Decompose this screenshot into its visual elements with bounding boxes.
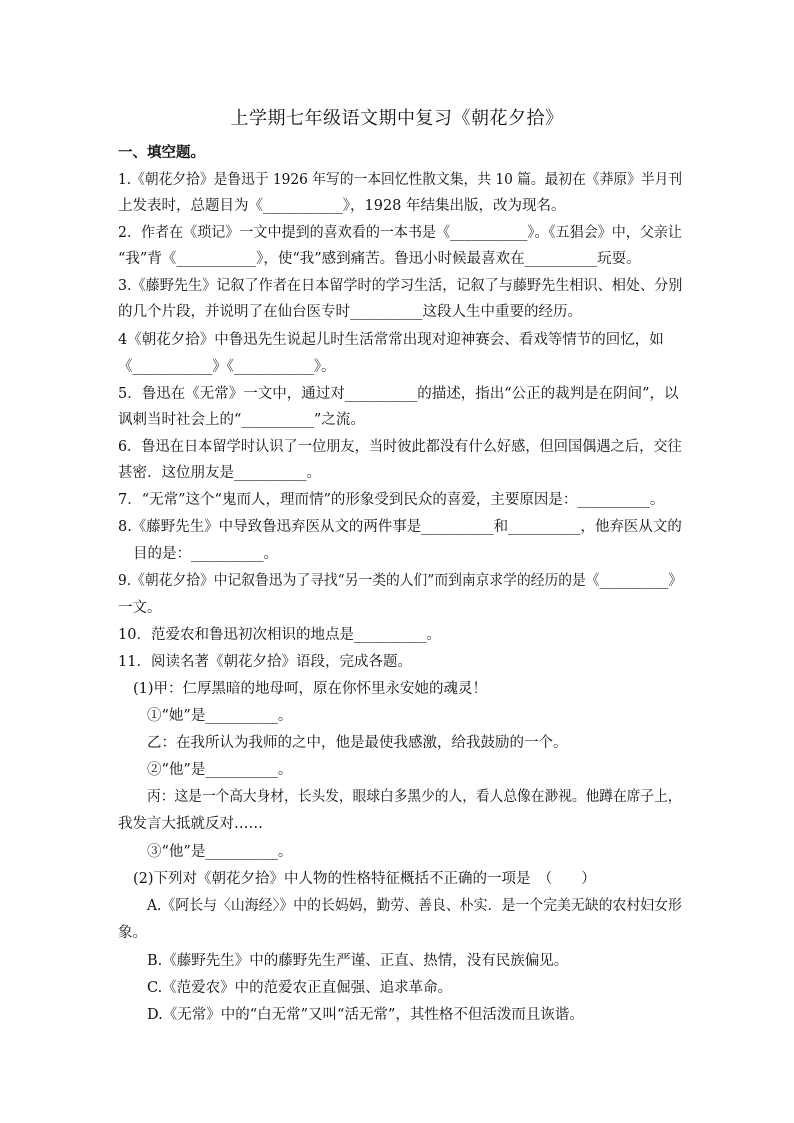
text-line: 目的是：__________。 xyxy=(133,546,278,562)
text-line: C.《范爱农》中的范爱农正直倔强、追求革命。 xyxy=(147,980,453,996)
text-line: B.《藤野先生》中的藤野先生严谨、正直、热情，没有民族偏见。 xyxy=(147,953,569,969)
text-line: 一文。 xyxy=(118,600,162,616)
text-line: 象。 xyxy=(118,925,147,941)
text-line: 11．阅读名著《朝花夕拾》语段，完成各题。 xyxy=(118,654,412,670)
text-line: 我发言大抵就反对…… xyxy=(118,816,263,832)
text-line: 丙：这是一个高大身材，长头发，眼球白多黑少的人，看人总像在渺视。他蹲在席子上， xyxy=(147,789,682,805)
text-line: 1.《朝花夕拾》是鲁迅于 1926 年写的一本回忆性散文集，共 10 篇。最初在《莽原》半月刊 xyxy=(118,172,683,188)
text-line: ①“她”是__________。 xyxy=(147,708,293,724)
text-line: 5．鲁迅在《无常》一文中，通过对__________的描述，指出“公正的裁判是在阴间”，以 xyxy=(118,386,679,402)
text-line: 甚密．这位朋友是__________。 xyxy=(118,465,321,481)
text-line: 7．“无常”这个“鬼而人，理而情”的形象受到民众的喜爱，主要原因是：__________。 xyxy=(118,492,665,508)
text-line: (1)甲：仁厚黑暗的地母呵，原在你怀里永安她的魂灵！ xyxy=(133,681,488,697)
text-line: 10．范爱农和鲁迅初次相识的地点是__________。 xyxy=(118,627,441,643)
text-line: 《___________》《___________》。 xyxy=(118,359,336,375)
section-heading: 一、填空题。 xyxy=(118,145,205,161)
text-line: 8.《藤野先生》中导致鲁迅弃医从文的两件事是__________和__________，他弃医从文的 xyxy=(118,519,682,535)
text-line: 3.《藤野先生》记叙了作者在日本留学时的学习生活，记叙了与藤野先生相识、相处、分别 xyxy=(118,278,683,294)
text-line: 上发表时，总题目为《___________》，1928 年结集出版，改为现名。 xyxy=(118,198,566,214)
page-title: 上学期七年级语文期中复习《朝花夕拾》 xyxy=(230,108,564,129)
text-line: 2．作者在《琐记》一文中提到的喜欢看的一本书是《___________》。《五猖会》中，父亲让 xyxy=(118,225,683,241)
text-line: “我”背《___________》，使“我”感到痛苦。鲁迅小时候最喜欢在__________玩耍。 xyxy=(118,251,641,267)
text-line: (2)下列对《朝花夕拾》中人物的性格特征概括不正确的一项是 （ ） xyxy=(133,871,596,887)
text-line: ②“他”是__________。 xyxy=(147,762,293,778)
text-line: ③“他”是__________。 xyxy=(147,844,293,860)
text-line: 的几个片段，并说明了在仙台医专时__________这段人生中重要的经历。 xyxy=(118,304,582,320)
text-line: D.《无常》中的“白无常”又叫“活无常”，其性格不但活泼而且诙谐。 xyxy=(147,1007,584,1023)
text-line: 9.《朝花夕拾》中记叙鲁迅为了寻找“另一类的人们”而到南京求学的经历的是《__________》 xyxy=(118,573,683,589)
text-line: 讽刺当时社会上的“__________”之流。 xyxy=(118,412,365,428)
text-line: A.《阿长与〈山海经〉》中的长妈妈，勤劳、善良、朴实．是一个完美无缺的农村妇女形 xyxy=(147,898,682,914)
text-line: 乙：在我所认为我师的之中，他是最使我感激，给我鼓励的一个。 xyxy=(147,735,568,751)
text-line: 6．鲁迅在日本留学时认识了一位朋友，当时彼此都没有什么好感，但回国偶遇之后，交往 xyxy=(118,439,682,455)
text-line: 4《朝花夕拾》中鲁迅先生说起儿时生活常常出现对迎神赛会、看戏等情节的回忆，如 xyxy=(118,332,664,348)
